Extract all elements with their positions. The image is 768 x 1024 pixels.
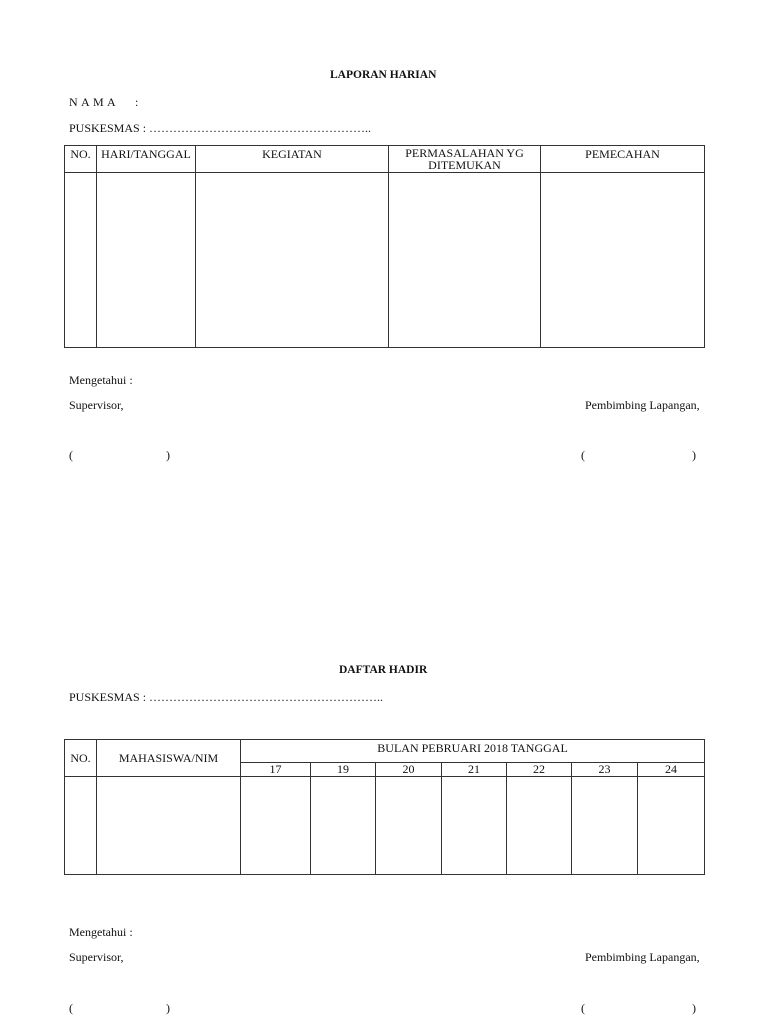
laporan-supervisor-sign-close: ) [166,448,170,462]
daftar-cell-17[interactable] [241,777,311,875]
daftar-header-mahasiswa: MAHASISWA/NIM [97,740,241,777]
daftar-date-20: 20 [376,763,442,777]
laporan-cell-permasalahan[interactable] [389,173,541,348]
laporan-header-row [65,146,705,173]
daftar-mengetahui: Mengetahui : [69,925,133,939]
laporan-table [64,145,705,348]
daftar-date-23: 23 [572,763,638,777]
daftar-cell-19[interactable] [311,777,376,875]
daftar-date-21: 21 [442,763,507,777]
nama-colon: : [135,95,139,109]
laporan-cell-hari-tanggal[interactable] [97,173,196,348]
daftar-supervisor: Supervisor, [69,950,124,964]
laporan-body-row [65,173,705,348]
daftar-cell-24[interactable] [638,777,705,875]
daftar-puskesmas-label: PUSKESMAS : ………………………………………………….. [69,690,384,704]
daftar-cell-22[interactable] [507,777,572,875]
daftar-cell-21[interactable] [442,777,507,875]
daftar-pembimbing: Pembimbing Lapangan, [585,950,700,964]
daftar-cell-no[interactable] [65,777,97,875]
laporan-title: LAPORAN HARIAN [330,69,437,81]
daftar-header-no: NO. [65,740,97,777]
laporan-cell-pemecahan[interactable] [541,173,705,348]
laporan-supervisor-sign-open: ( [69,448,73,462]
daftar-header-bulan: BULAN PEBRUARI 2018 TANGGAL [241,740,705,763]
laporan-pembimbing-sign-close: ) [692,448,696,462]
laporan-pembimbing: Pembimbing Lapangan, [585,398,700,412]
daftar-cell-23[interactable] [572,777,638,875]
daftar-header-row [65,740,705,763]
laporan-header-no: NO. [65,146,97,173]
daftar-pembimbing-sign-open: ( [581,1001,585,1015]
laporan-header-hari-tanggal: HARI/TANGGAL [97,146,196,173]
daftar-date-17: 17 [241,763,311,777]
daftar-cell-mahasiswa[interactable] [97,777,241,875]
daftar-title: DAFTAR HADIR [339,664,428,676]
daftar-supervisor-sign-close: ) [166,1001,170,1015]
daftar-date-19: 19 [311,763,376,777]
laporan-puskesmas-label: PUSKESMAS : ……………………………………………….. [69,121,372,135]
laporan-header-kegiatan: KEGIATAN [196,146,389,173]
daftar-pembimbing-sign-close: ) [692,1001,696,1015]
laporan-header-pemecahan: PEMECAHAN [541,146,705,173]
laporan-cell-kegiatan[interactable] [196,173,389,348]
laporan-mengetahui: Mengetahui : [69,373,133,387]
laporan-header-permasalahan: PERMASALAHAN YG DITEMUKAN [389,146,541,173]
daftar-date-24: 24 [638,763,705,777]
nama-label: N A M A [69,95,117,109]
daftar-table [64,739,705,875]
daftar-body-row [65,777,705,875]
daftar-date-22: 22 [507,763,572,777]
daftar-cell-20[interactable] [376,777,442,875]
laporan-supervisor: Supervisor, [69,398,124,412]
laporan-cell-no[interactable] [65,173,97,348]
laporan-pembimbing-sign-open: ( [581,448,585,462]
daftar-supervisor-sign-open: ( [69,1001,73,1015]
